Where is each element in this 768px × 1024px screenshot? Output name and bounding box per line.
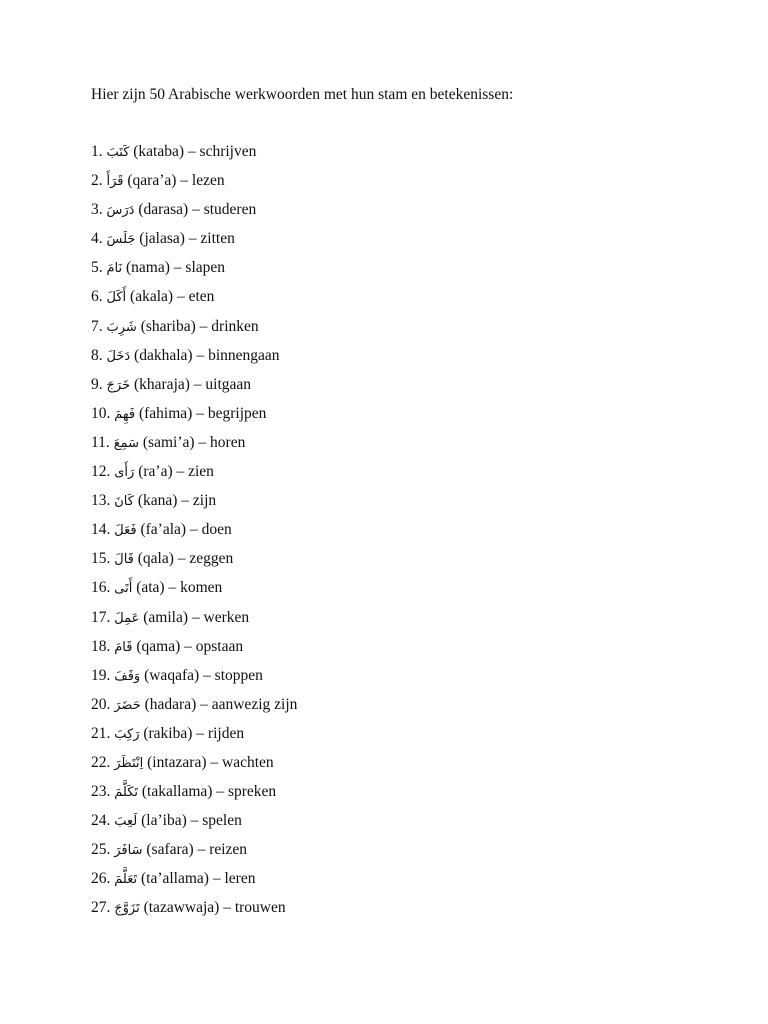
verb-number: 25. (91, 841, 111, 859)
verb-number: 22. (91, 753, 111, 771)
verb-transliteration: (kana) (137, 492, 178, 510)
verb-dash: – (177, 550, 186, 568)
list-item (91, 287, 297, 316)
verb-meaning: komen (180, 579, 223, 597)
verb-transliteration: (nama) (126, 259, 170, 277)
verb-number: 10. (91, 404, 111, 422)
list-item (91, 898, 297, 927)
verb-arabic: سَافَرَ (114, 843, 143, 859)
list-item (91, 520, 297, 549)
verb-number: 12. (91, 463, 111, 481)
verb-arabic: جَلَسَ (106, 232, 136, 248)
verb-meaning: zijn (192, 492, 217, 510)
verb-arabic: وَقَفَ (114, 668, 141, 684)
list-item (91, 491, 297, 520)
verb-meaning: zien (188, 463, 214, 481)
verb-dash: – (193, 375, 202, 393)
verb-dash: – (196, 346, 205, 364)
verb-dash: – (189, 521, 198, 539)
verb-arabic: لَعِبَ (114, 814, 138, 830)
list-item (91, 782, 297, 811)
verb-number: 8. (91, 346, 103, 364)
verb-dash: – (200, 695, 208, 713)
verb-meaning: stoppen (214, 666, 263, 684)
verb-dash: – (199, 317, 208, 335)
verb-number: 16. (91, 579, 111, 597)
verb-arabic: دَخَلَ (106, 348, 131, 364)
verb-number: 27. (91, 899, 111, 917)
verb-transliteration: (jalasa) (139, 230, 185, 248)
verb-number: 3. (91, 201, 103, 219)
list-item (91, 404, 297, 433)
verb-meaning: rijden (207, 724, 245, 742)
verb-transliteration: (tazawwaja) (143, 899, 220, 917)
verb-dash: – (190, 812, 199, 830)
list-item (91, 200, 297, 229)
verb-transliteration: (la’iba) (141, 812, 187, 830)
list-item (91, 695, 297, 724)
list-item (91, 258, 297, 287)
verb-arabic: اِنْتَظَرَ (114, 755, 144, 771)
verb-transliteration: (waqafa) (144, 666, 200, 684)
verb-dash: – (176, 463, 185, 481)
verb-arabic: شَرِبَ (106, 319, 137, 335)
verb-transliteration: (ra’a) (138, 463, 173, 481)
verb-dash: – (212, 870, 221, 888)
verb-meaning: werken (203, 608, 250, 626)
verb-number: 15. (91, 550, 111, 568)
verb-dash: – (168, 579, 177, 597)
verb-arabic: تَعَلَّمَ (114, 872, 138, 888)
list-item (91, 433, 297, 462)
verb-dash: – (197, 841, 206, 859)
verb-arabic: سَمِعَ (113, 435, 140, 451)
verb-transliteration: (rakiba) (143, 724, 193, 742)
verb-dash: – (184, 637, 192, 655)
verb-transliteration: (ata) (136, 579, 165, 597)
verb-number: 11. (91, 433, 110, 451)
verb-arabic: فَعَلَ (114, 523, 137, 539)
verb-dash: – (181, 492, 190, 510)
verb-dash: – (216, 783, 225, 801)
verb-arabic: كَانَ (114, 494, 134, 510)
verb-transliteration: (safara) (146, 841, 194, 859)
verb-transliteration: (hadara) (144, 695, 197, 713)
verb-number: 24. (91, 812, 111, 830)
verb-transliteration: (intazara) (147, 753, 207, 771)
verb-number: 19. (91, 666, 111, 684)
list-item (91, 840, 297, 869)
verb-meaning: reizen (209, 841, 248, 859)
verb-dash: – (187, 143, 196, 160)
verb-meaning: uitgaan (205, 375, 252, 393)
verb-transliteration: (sami’a) (142, 433, 195, 451)
verb-meaning: doen (201, 521, 232, 539)
verb-list (91, 142, 297, 928)
verb-transliteration: (shariba) (140, 317, 196, 335)
verb-arabic: تَكَلَّمَ (114, 785, 139, 801)
verb-arabic: قَامَ (114, 639, 133, 655)
verb-transliteration: (qama) (136, 637, 181, 655)
verb-number: 5. (91, 259, 103, 277)
list-item (91, 317, 297, 346)
verb-meaning: wachten (222, 753, 274, 771)
verb-transliteration: (qala) (137, 550, 174, 568)
verb-meaning: aanwezig zijn (211, 695, 298, 713)
verb-number: 4. (91, 230, 103, 248)
verb-meaning: horen (210, 433, 246, 451)
verb-arabic: قَالَ (114, 552, 134, 568)
verb-transliteration: (ta’allama) (140, 870, 209, 888)
verb-transliteration: (darasa) (138, 201, 189, 219)
verb-dash: – (176, 288, 185, 306)
verb-dash: – (223, 899, 231, 917)
verb-number: 18. (91, 637, 111, 655)
verb-arabic: رَكِبَ (114, 726, 140, 742)
verb-transliteration: (amila) (143, 608, 189, 626)
verb-transliteration: (fahima) (138, 404, 193, 422)
list-item (91, 171, 297, 200)
verb-number: 17. (91, 608, 111, 626)
verb-transliteration: (fa’ala) (140, 521, 187, 539)
verb-meaning: slapen (185, 259, 226, 277)
list-item (91, 869, 297, 898)
verb-transliteration: (dakhala) (134, 346, 193, 364)
verb-arabic: عَمِلَ (114, 610, 140, 626)
verb-transliteration: (takallama) (141, 783, 213, 801)
verb-arabic: قَرَأَ (106, 174, 124, 190)
verb-dash: – (196, 724, 205, 742)
verb-meaning: drinken (211, 317, 259, 335)
verb-number: 21. (91, 724, 111, 742)
verb-number: 13. (91, 492, 111, 510)
list-item (91, 666, 297, 695)
verb-number: 1. (91, 143, 103, 160)
list-item (91, 724, 297, 753)
verb-transliteration: (kharaja) (133, 375, 190, 393)
verb-number: 9. (91, 375, 103, 393)
verb-arabic: تَزَوَّجَ (114, 901, 140, 917)
verb-meaning: eten (188, 288, 215, 306)
list-item (91, 375, 297, 404)
list-item (91, 578, 297, 607)
verb-dash: – (173, 259, 182, 277)
verb-arabic: خَرَجَ (106, 377, 131, 393)
verb-meaning: opstaan (195, 637, 244, 655)
verb-arabic: رَأَى (114, 465, 135, 481)
list-item (91, 753, 297, 782)
verb-dash: – (203, 666, 211, 684)
list-item (91, 346, 297, 375)
list-item (91, 142, 297, 171)
verb-meaning: schrijven (199, 143, 257, 160)
verb-meaning: zitten (200, 230, 235, 248)
verb-dash: – (210, 753, 219, 771)
verb-number: 6. (91, 288, 103, 306)
verb-arabic: أَتَى (114, 581, 133, 597)
list-item (91, 637, 297, 666)
verb-transliteration: (akala) (130, 288, 174, 306)
verb-transliteration: (kataba) (133, 143, 185, 160)
verb-number: 26. (91, 870, 111, 888)
verb-arabic: نَامَ (106, 261, 123, 277)
verb-arabic: أَكَلَ (106, 290, 127, 306)
verb-meaning: spelen (202, 812, 242, 830)
list-item (91, 608, 297, 637)
verb-dash: – (192, 201, 200, 219)
verb-transliteration: (qara’a) (127, 172, 177, 190)
verb-number: 7. (91, 317, 103, 335)
list-item (91, 462, 297, 491)
verb-number: 2. (91, 172, 103, 190)
verb-meaning: trouwen (234, 899, 286, 917)
list-item (91, 229, 297, 258)
verb-dash: – (188, 230, 197, 248)
verb-meaning: spreken (227, 783, 277, 801)
verb-meaning: leren (224, 870, 256, 888)
intro-text: Hier zijn 50 Arabische werkwoorden met hun stam en betekenissen: (91, 86, 514, 103)
verb-dash: – (196, 404, 204, 422)
verb-meaning: zeggen (189, 550, 234, 568)
verb-arabic: فَهِمَ (114, 406, 136, 422)
verb-meaning: lezen (191, 172, 225, 190)
verb-dash: – (180, 172, 189, 190)
verb-arabic: كَتَبَ (106, 145, 130, 160)
verb-number: 14. (91, 521, 111, 539)
verb-meaning: begrijpen (207, 404, 267, 422)
verb-dash: – (191, 608, 200, 626)
verb-arabic: حَضَرَ (114, 697, 141, 713)
verb-number: 23. (91, 783, 111, 801)
list-item (91, 811, 297, 840)
verb-meaning: studeren (203, 201, 257, 219)
list-item (91, 549, 297, 578)
verb-meaning: binnengaan (208, 346, 280, 364)
verb-number: 20. (91, 695, 111, 713)
verb-arabic: دَرَسَ (106, 203, 135, 219)
verb-dash: – (198, 433, 207, 451)
